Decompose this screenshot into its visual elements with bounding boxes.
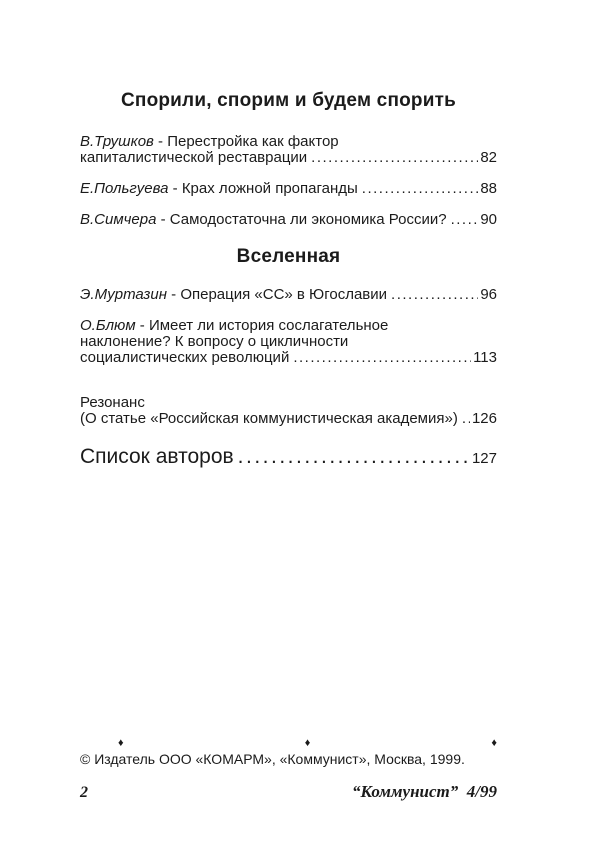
- entry-title-line: [80, 334, 497, 350]
- entry-page-number: 96: [480, 286, 497, 303]
- entry-title: социалистических революций: [80, 349, 290, 366]
- toc-entry-polgueva: [80, 181, 497, 197]
- entry-title: наклонение? К вопросу о цикличности: [80, 333, 349, 350]
- diamond-icon: ♦: [491, 737, 497, 749]
- entry-author: Э.Муртазин: [80, 286, 167, 303]
- diamond-icon: ♦: [304, 737, 311, 749]
- entry-page-number: 113: [473, 349, 497, 366]
- page-number: 2: [80, 784, 88, 801]
- table-of-contents: [80, 0, 497, 472]
- dot-leader: [362, 181, 479, 197]
- entry-title-line: [80, 287, 497, 303]
- entry-author: В.Симчера: [80, 211, 157, 228]
- dot-leader: [293, 350, 471, 366]
- entry-author: В.Трушков: [80, 133, 154, 150]
- dot-leader: [238, 444, 470, 470]
- entry-title: - Самодостаточна ли экономика России?: [156, 211, 447, 228]
- diamond-icon: ♦: [118, 737, 124, 749]
- entry-title-line: [80, 212, 497, 228]
- entry-page-number: 127: [471, 450, 497, 467]
- entry-title: - Крах ложной пропаганды: [168, 180, 358, 197]
- footer-bottom-line: [80, 782, 497, 802]
- entry-page-number: 88: [480, 180, 497, 197]
- toc-entry-simchera: [80, 212, 497, 228]
- entry-page-number: 82: [480, 149, 497, 166]
- entry-title: - Имеет ли история сослагательное: [135, 317, 389, 334]
- entry-title-line: [80, 411, 497, 427]
- entry-title: (О статье «Российская коммунистическая академия»): [80, 410, 458, 427]
- copyright-line: © Издатель ООО «КОМАРМ», «Коммунист», Москва, 1999.: [80, 751, 465, 767]
- entry-page-number: 90: [480, 211, 497, 228]
- dot-leader: [451, 212, 479, 228]
- entry-title-line: [80, 395, 497, 411]
- entry-title: Список авторов: [80, 445, 234, 468]
- toc-entry-trushkov: [80, 134, 497, 166]
- dot-leader: [391, 287, 478, 303]
- entry-author: О.Блюм: [80, 317, 136, 334]
- entry-title-line: [80, 444, 497, 472]
- entry-author: Е.Польгуева: [80, 180, 169, 197]
- toc-entry-authors-list: [80, 444, 497, 472]
- toc-entry-rezonans: [80, 395, 497, 427]
- dot-leader: [462, 411, 470, 427]
- entry-title: - Операция «СС» в Югославии: [167, 286, 388, 303]
- dot-leader: [311, 150, 478, 166]
- entry-title: капиталистической реставрации: [80, 149, 308, 166]
- entry-title-line: [80, 350, 497, 366]
- section-heading-vselennaya: Вселенная: [236, 246, 341, 267]
- entry-page-number: 126: [471, 410, 497, 427]
- entry-title: Резонанс: [80, 394, 145, 411]
- page-footer: [80, 737, 497, 802]
- section-heading-sporili: Спорили, спорим и будем спорить: [120, 90, 457, 111]
- toc-entry-blum: [80, 318, 497, 366]
- entry-title: - Перестройка как фактор: [153, 133, 339, 150]
- entry-title-line: [80, 134, 497, 150]
- entry-title-line: [80, 318, 497, 334]
- entry-title-line: [80, 150, 497, 166]
- toc-entry-murtazin: [80, 287, 497, 303]
- entry-title-line: [80, 181, 497, 197]
- journal-issue: “Коммунист” 4/99: [352, 782, 497, 801]
- diamond-row: [80, 737, 497, 749]
